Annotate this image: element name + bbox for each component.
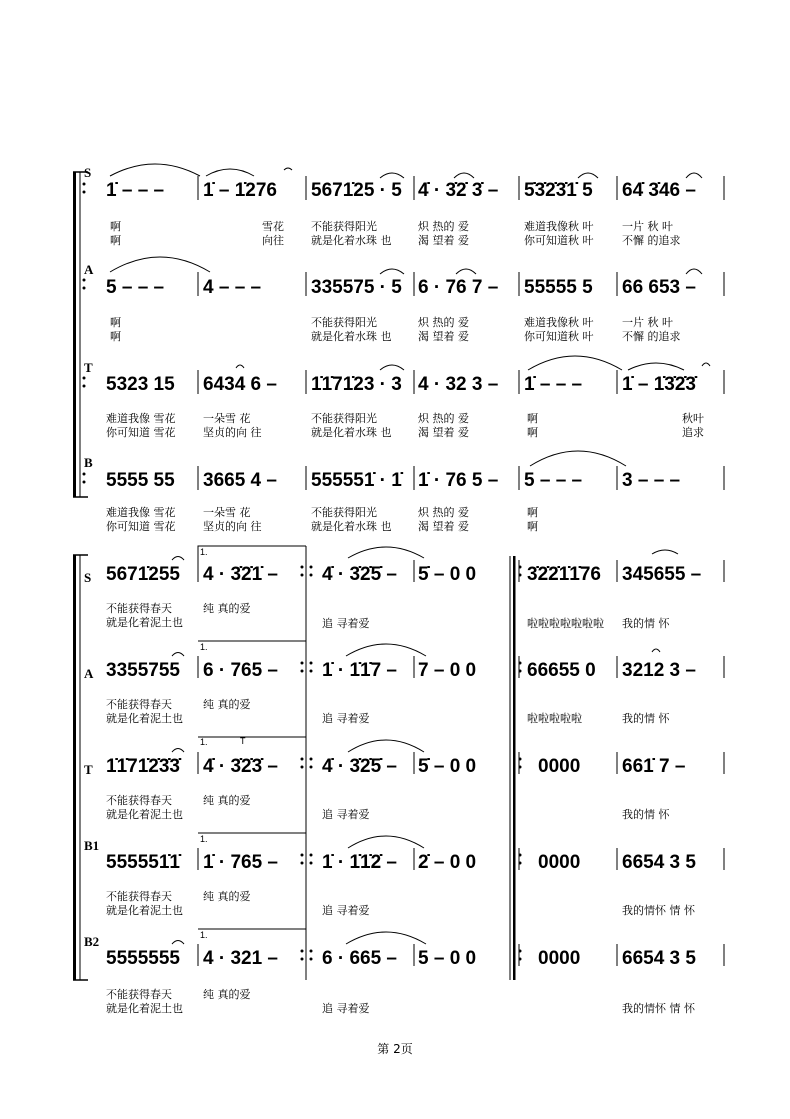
svg-text:渴 望着 爱: 渴 望着 爱 bbox=[418, 426, 469, 439]
svg-text:追 寻着爱: 追 寻着爱 bbox=[322, 617, 370, 630]
svg-text:335575 · 5: 335575 · 5 bbox=[311, 277, 402, 298]
svg-text:2̇ – 0 0: 2̇ – 0 0 bbox=[418, 852, 477, 873]
svg-text:4 · 3̇2̇1̇ –: 4 · 3̇2̇1̇ – bbox=[203, 564, 278, 585]
svg-text:啊: 啊 bbox=[110, 234, 121, 247]
svg-text:3 – – –: 3 – – – bbox=[622, 470, 681, 491]
svg-text:啊: 啊 bbox=[527, 520, 538, 533]
svg-text:我的情 怀: 我的情 怀 bbox=[622, 808, 670, 821]
svg-text:5555555: 5555555 bbox=[106, 948, 180, 969]
svg-text:1.: 1. bbox=[200, 547, 208, 557]
svg-text:4̇ · 3̇2̇5̇ –: 4̇ · 3̇2̇5̇ – bbox=[322, 756, 397, 777]
svg-text:你可知道 雪花: 你可知道 雪花 bbox=[106, 426, 176, 439]
svg-text:6654 3 5: 6654 3 5 bbox=[622, 948, 696, 969]
page-number: 第 2页 bbox=[377, 1042, 413, 1056]
svg-text:一片 秋 叶: 一片 秋 叶 bbox=[622, 316, 673, 329]
lyrics-bass2-2 bbox=[106, 987, 696, 1015]
svg-text:不能获得阳光: 不能获得阳光 bbox=[311, 220, 377, 233]
staff-soprano-2 bbox=[106, 564, 701, 585]
svg-text:追 寻着爱: 追 寻着爱 bbox=[322, 712, 370, 725]
svg-text:不懈 的追求: 不懈 的追求 bbox=[622, 234, 681, 247]
svg-text:纯 真的爱: 纯 真的爱 bbox=[203, 988, 251, 1001]
svg-text:就是化着水珠 也: 就是化着水珠 也 bbox=[311, 330, 392, 343]
part-label-s: S bbox=[84, 165, 92, 180]
svg-text:难道我像秋 叶: 难道我像秋 叶 bbox=[524, 220, 594, 233]
svg-text:3̇2̇2̇1̇1̇76: 3̇2̇2̇1̇1̇76 bbox=[527, 564, 601, 585]
svg-text:追求: 追求 bbox=[682, 426, 704, 439]
svg-text:不能获得春天: 不能获得春天 bbox=[106, 698, 172, 711]
svg-text:雪花: 雪花 bbox=[262, 220, 284, 233]
part-label-b2: B2 bbox=[84, 934, 100, 949]
svg-text:5̇ – 0 0: 5̇ – 0 0 bbox=[418, 756, 477, 777]
staff-bass2-2 bbox=[106, 948, 696, 969]
svg-text:1̇ · 1̇1̇7 –: 1̇ · 1̇1̇7 – bbox=[322, 660, 397, 681]
svg-text:你可知道秋 叶: 你可知道秋 叶 bbox=[524, 330, 594, 343]
svg-text:就是化着泥土也: 就是化着泥土也 bbox=[106, 808, 183, 821]
svg-text:你可知道秋 叶: 你可知道秋 叶 bbox=[524, 234, 594, 247]
svg-text:3212 3 –: 3212 3 – bbox=[622, 660, 696, 681]
svg-text:就是化着水珠 也: 就是化着水珠 也 bbox=[311, 426, 392, 439]
svg-text:一朵雪 花: 一朵雪 花 bbox=[203, 412, 251, 425]
measure: 64̇ 3̇46 – bbox=[622, 180, 696, 201]
staff-alto-1 bbox=[106, 277, 696, 298]
svg-text:追 寻着爱: 追 寻着爱 bbox=[322, 904, 370, 917]
svg-text:1.: 1. bbox=[200, 834, 208, 844]
lyrics-soprano-1 bbox=[110, 219, 681, 247]
svg-text:1̇1̇71̇23 · 3: 1̇1̇71̇23 · 3 bbox=[311, 374, 402, 395]
lyrics-alto-2 bbox=[106, 697, 670, 725]
svg-text:不能获得春天: 不能获得春天 bbox=[106, 988, 172, 1001]
svg-text:1̇ – – –: 1̇ – – – bbox=[524, 374, 583, 395]
svg-text:一片 秋 叶: 一片 秋 叶 bbox=[622, 220, 673, 233]
system-1 bbox=[73, 164, 724, 533]
svg-text:追 寻着爱: 追 寻着爱 bbox=[322, 808, 370, 821]
svg-text:5̇ – 0 0: 5̇ – 0 0 bbox=[418, 564, 477, 585]
part-label-b: B bbox=[84, 455, 93, 470]
svg-text:4 – – –: 4 – – – bbox=[203, 277, 262, 298]
svg-text:就是化着泥土也: 就是化着泥土也 bbox=[106, 1002, 183, 1015]
svg-text:555551̇1̇: 555551̇1̇ bbox=[106, 852, 180, 873]
tempo-mark: T bbox=[240, 736, 246, 746]
staff-bass-1 bbox=[106, 470, 680, 491]
svg-text:1̇ – 1̇3̇2̇3̇: 1̇ – 1̇3̇2̇3̇ bbox=[622, 374, 696, 395]
measure: 1̇ – 1̇276 bbox=[203, 180, 277, 201]
lyrics-alto-1 bbox=[110, 315, 681, 343]
lyrics-tenor-2 bbox=[106, 793, 670, 821]
svg-text:难道我像秋 叶: 难道我像秋 叶 bbox=[524, 316, 594, 329]
svg-text:5 – – –: 5 – – – bbox=[106, 277, 165, 298]
svg-text:6434 6 –: 6434 6 – bbox=[203, 374, 277, 395]
part-label-t: T bbox=[84, 762, 93, 777]
svg-text:啊: 啊 bbox=[110, 220, 121, 233]
svg-text:5671̇255: 5671̇255 bbox=[106, 564, 180, 585]
svg-text:55555 5: 55555 5 bbox=[524, 277, 593, 298]
svg-text:一朵雪 花: 一朵雪 花 bbox=[203, 506, 251, 519]
final-barline bbox=[510, 556, 516, 980]
measure: 4̇ · 3̇2̇ 3̇ – bbox=[418, 180, 499, 201]
svg-text:追 寻着爱: 追 寻着爱 bbox=[322, 1002, 370, 1015]
svg-text:就是化着水珠 也: 就是化着水珠 也 bbox=[311, 520, 392, 533]
svg-text:4 · 321 –: 4 · 321 – bbox=[203, 948, 278, 969]
svg-text:纯 真的爱: 纯 真的爱 bbox=[203, 890, 251, 903]
svg-text:炽 热的 爱: 炽 热的 爱 bbox=[418, 412, 469, 425]
svg-text:炽 热的 爱: 炽 热的 爱 bbox=[418, 220, 469, 233]
svg-text:1.: 1. bbox=[200, 642, 208, 652]
svg-text:不能获得阳光: 不能获得阳光 bbox=[311, 316, 377, 329]
svg-text:渴 望着 爱: 渴 望着 爱 bbox=[418, 520, 469, 533]
svg-text:啦啦啦啦啦啦啦: 啦啦啦啦啦啦啦 bbox=[527, 617, 604, 630]
svg-text:坚贞的向 往: 坚贞的向 往 bbox=[203, 426, 262, 439]
svg-text:纯 真的爱: 纯 真的爱 bbox=[203, 698, 251, 711]
repeat-dots-system-1 bbox=[83, 183, 86, 484]
lyrics-bass1-2 bbox=[106, 889, 696, 917]
staff-soprano-1 bbox=[106, 180, 696, 201]
svg-text:啊: 啊 bbox=[527, 426, 538, 439]
svg-text:纯 真的爱: 纯 真的爱 bbox=[203, 794, 251, 807]
svg-text:啊: 啊 bbox=[110, 316, 121, 329]
svg-text:就是化着泥土也: 就是化着泥土也 bbox=[106, 904, 183, 917]
svg-text:难道我像 雪花: 难道我像 雪花 bbox=[106, 412, 176, 425]
lyrics-soprano-2 bbox=[106, 601, 670, 630]
svg-text:不能获得阳光: 不能获得阳光 bbox=[311, 506, 377, 519]
svg-text:345655 –: 345655 – bbox=[622, 564, 702, 585]
svg-text:1.: 1. bbox=[200, 930, 208, 940]
svg-text:66655 0: 66655 0 bbox=[527, 660, 596, 681]
staff-tenor-1 bbox=[106, 374, 698, 395]
svg-text:661̇ 7 –: 661̇ 7 – bbox=[622, 756, 686, 777]
svg-text:我的情怀 情 怀: 我的情怀 情 怀 bbox=[622, 904, 695, 917]
svg-text:炽 热的 爱: 炽 热的 爱 bbox=[418, 506, 469, 519]
slurs-system-1 bbox=[110, 164, 710, 466]
svg-text:炽 热的 爱: 炽 热的 爱 bbox=[418, 316, 469, 329]
svg-text:我的情 怀: 我的情 怀 bbox=[622, 712, 670, 725]
svg-text:555551̇ · 1̇: 555551̇ · 1̇ bbox=[311, 470, 402, 491]
svg-text:3665 4 –: 3665 4 – bbox=[203, 470, 277, 491]
svg-text:就是化着泥土也: 就是化着泥土也 bbox=[106, 616, 183, 629]
svg-text:纯 真的爱: 纯 真的爱 bbox=[203, 602, 251, 615]
svg-text:啊: 啊 bbox=[527, 506, 538, 519]
system-bracket bbox=[73, 555, 76, 980]
svg-text:1̇ · 765 –: 1̇ · 765 – bbox=[203, 852, 278, 873]
svg-text:不能获得阳光: 不能获得阳光 bbox=[311, 412, 377, 425]
svg-text:就是化着水珠 也: 就是化着水珠 也 bbox=[311, 234, 392, 247]
svg-text:就是化着泥土也: 就是化着泥土也 bbox=[106, 712, 183, 725]
svg-text:难道我像 雪花: 难道我像 雪花 bbox=[106, 506, 176, 519]
svg-text:渴 望着 爱: 渴 望着 爱 bbox=[418, 330, 469, 343]
svg-text:1̇ · 1̇1̇2̇ –: 1̇ · 1̇1̇2̇ – bbox=[322, 852, 397, 873]
svg-text:6 · 76 7 –: 6 · 76 7 – bbox=[418, 277, 499, 298]
svg-text:啦啦啦啦啦: 啦啦啦啦啦 bbox=[527, 712, 582, 725]
svg-text:向往: 向往 bbox=[262, 234, 284, 247]
svg-text:5 – – –: 5 – – – bbox=[524, 470, 583, 491]
svg-text:4 · 32 3 –: 4 · 32 3 – bbox=[418, 374, 499, 395]
svg-text:不能获得春天: 不能获得春天 bbox=[106, 890, 172, 903]
svg-text:1̇ · 76 5 –: 1̇ · 76 5 – bbox=[418, 470, 499, 491]
svg-text:1̇1̇71̇2̇3̇3̇: 1̇1̇71̇2̇3̇3̇ bbox=[106, 756, 180, 777]
svg-text:不能获得春天: 不能获得春天 bbox=[106, 794, 172, 807]
part-label-s: S bbox=[84, 570, 92, 585]
svg-text:不懈 的追求: 不懈 的追求 bbox=[622, 330, 681, 343]
svg-text:6654 3 5: 6654 3 5 bbox=[622, 852, 696, 873]
svg-text:1.: 1. bbox=[200, 737, 208, 747]
svg-text:7 – 0 0: 7 – 0 0 bbox=[418, 660, 477, 681]
svg-text:啊: 啊 bbox=[110, 330, 121, 343]
svg-text:我的情 怀: 我的情 怀 bbox=[622, 617, 670, 630]
measure: 1̇ – – – bbox=[106, 180, 165, 201]
svg-text:66 653 –: 66 653 – bbox=[622, 277, 696, 298]
svg-text:4̇ · 3̇2̇3̇ –: 4̇ · 3̇2̇3̇ – bbox=[203, 756, 278, 777]
system-2 bbox=[73, 546, 724, 1015]
svg-text:0000: 0000 bbox=[538, 852, 581, 873]
svg-text:啊: 啊 bbox=[527, 412, 538, 425]
measure: 5671̇25 · 5 bbox=[311, 180, 402, 201]
lyrics-tenor-1 bbox=[106, 411, 704, 439]
staff-bass1-2 bbox=[106, 852, 696, 873]
svg-text:3355755: 3355755 bbox=[106, 660, 180, 681]
svg-text:我的情怀 情 怀: 我的情怀 情 怀 bbox=[622, 1002, 695, 1015]
svg-text:6 · 765 –: 6 · 765 – bbox=[203, 660, 278, 681]
svg-text:坚贞的向 往: 坚贞的向 往 bbox=[203, 520, 262, 533]
staff-alto-2 bbox=[106, 660, 696, 681]
part-label-a: A bbox=[84, 262, 94, 277]
staff-tenor-2 bbox=[106, 756, 685, 777]
part-label-a: A bbox=[84, 666, 94, 681]
svg-text:不能获得春天: 不能获得春天 bbox=[106, 602, 172, 615]
svg-text:4̇ · 3̇2̇5̇ –: 4̇ · 3̇2̇5̇ – bbox=[322, 564, 397, 585]
svg-text:5555 55: 5555 55 bbox=[106, 470, 175, 491]
system-bracket bbox=[73, 172, 76, 497]
svg-text:0000: 0000 bbox=[538, 948, 581, 969]
svg-text:0000: 0000 bbox=[538, 756, 581, 777]
lyrics-bass-1 bbox=[106, 505, 538, 533]
svg-text:你可知道 雪花: 你可知道 雪花 bbox=[106, 520, 176, 533]
part-label-t: T bbox=[84, 360, 93, 375]
svg-text:5 – 0 0: 5 – 0 0 bbox=[418, 948, 477, 969]
svg-text:5323 15: 5323 15 bbox=[106, 374, 175, 395]
svg-text:6 · 665 –: 6 · 665 – bbox=[322, 948, 397, 969]
svg-text:渴 望着 爱: 渴 望着 爱 bbox=[418, 234, 469, 247]
svg-text:秋叶: 秋叶 bbox=[682, 412, 704, 425]
part-label-b1: B1 bbox=[84, 838, 100, 853]
measure: 5̇3̇2̇3̇1̇ 5 bbox=[524, 180, 593, 201]
